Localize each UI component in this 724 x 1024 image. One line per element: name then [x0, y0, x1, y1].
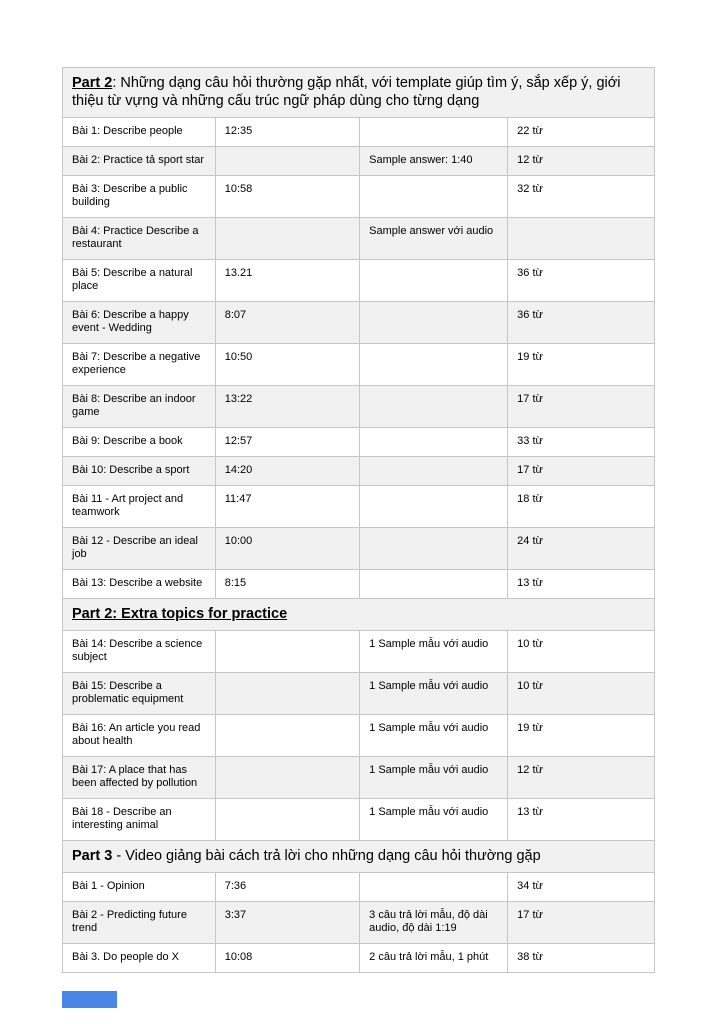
duration-cell — [215, 673, 359, 715]
lesson-title-cell: Bài 11 - Art project and teamwork — [63, 486, 216, 528]
lesson-title-cell: Bài 9: Describe a book — [63, 428, 216, 457]
sample-info-cell: 1 Sample mẫu với audio — [360, 631, 508, 673]
section-header-row — [63, 68, 655, 118]
lesson-title-cell: Bài 1: Describe people — [63, 118, 216, 147]
duration-cell: 10:50 — [215, 344, 359, 386]
table-row — [63, 176, 655, 218]
sample-info-cell — [360, 302, 508, 344]
table-row — [63, 486, 655, 528]
sample-info-cell: 1 Sample mẫu với audio — [360, 715, 508, 757]
section-title-bold: Part 2: Extra topics for practice — [72, 606, 288, 622]
sample-info-cell: 1 Sample mẫu với audio — [360, 673, 508, 715]
section-title-cell — [63, 599, 655, 631]
lesson-title-cell: Bài 18 - Describe an interesting animal — [63, 799, 216, 841]
table-row — [63, 673, 655, 715]
lesson-title-cell: Bài 6: Describe a happy event - Wedding — [63, 302, 216, 344]
table-row — [63, 757, 655, 799]
duration-cell: 3:37 — [215, 902, 359, 944]
table-row — [63, 873, 655, 902]
word-count-cell: 18 từ — [508, 486, 655, 528]
word-count-cell: 19 từ — [508, 344, 655, 386]
sample-info-cell — [360, 118, 508, 147]
lesson-title-cell: Bài 16: An article you read about health — [63, 715, 216, 757]
section-title-bold: Part 3 — [72, 848, 113, 864]
duration-cell — [215, 715, 359, 757]
word-count-cell: 32 từ — [508, 176, 655, 218]
table-row — [63, 799, 655, 841]
table-row — [63, 428, 655, 457]
table-row — [63, 118, 655, 147]
sample-info-cell: Sample answer: 1:40 — [360, 147, 508, 176]
lesson-title-cell: Bài 12 - Describe an ideal job — [63, 528, 216, 570]
sample-info-cell: 2 câu trả lời mẫu, 1 phút — [360, 944, 508, 973]
table-row — [63, 344, 655, 386]
sample-info-cell: 1 Sample mẫu với audio — [360, 799, 508, 841]
duration-cell — [215, 147, 359, 176]
word-count-cell: 36 từ — [508, 302, 655, 344]
duration-cell: 8:15 — [215, 570, 359, 599]
sample-info-cell: 1 Sample mẫu với audio — [360, 757, 508, 799]
section-title-rest: - Video giảng bài cách trả lời cho những dạng câu hỏi thường gặp — [112, 848, 541, 864]
duration-cell — [215, 757, 359, 799]
word-count-cell: 12 từ — [508, 757, 655, 799]
section-header-row — [63, 841, 655, 873]
sample-info-cell: Sample answer với audio — [360, 218, 508, 260]
word-count-cell: 17 từ — [508, 457, 655, 486]
duration-cell: 13:22 — [215, 386, 359, 428]
sample-info-cell — [360, 873, 508, 902]
lesson-title-cell: Bài 8: Describe an indoor game — [63, 386, 216, 428]
lesson-title-cell: Bài 2 - Predicting future trend — [63, 902, 216, 944]
sample-info-cell — [360, 176, 508, 218]
section-title-bold: Part 2 — [72, 75, 113, 91]
duration-cell: 12:35 — [215, 118, 359, 147]
sample-info-cell — [360, 428, 508, 457]
lesson-title-cell: Bài 14: Describe a science subject — [63, 631, 216, 673]
table-row — [63, 715, 655, 757]
word-count-cell: 12 từ — [508, 147, 655, 176]
word-count-cell: 13 từ — [508, 570, 655, 599]
word-count-cell — [508, 218, 655, 260]
section-header-row — [63, 599, 655, 631]
course-contents-body — [63, 68, 655, 973]
sample-info-cell: 3 câu trả lời mẫu, độ dài audio, độ dài 1:19 — [360, 902, 508, 944]
blue-bar — [62, 991, 117, 1008]
table-row — [63, 944, 655, 973]
duration-cell: 13.21 — [215, 260, 359, 302]
duration-cell: 10:08 — [215, 944, 359, 973]
lesson-title-cell: Bài 5: Describe a natural place — [63, 260, 216, 302]
sample-info-cell — [360, 386, 508, 428]
table-row — [63, 302, 655, 344]
word-count-cell: 13 từ — [508, 799, 655, 841]
word-count-cell: 38 từ — [508, 944, 655, 973]
word-count-cell: 33 từ — [508, 428, 655, 457]
lesson-title-cell: Bài 2: Practice tả sport star — [63, 147, 216, 176]
word-count-cell: 17 từ — [508, 386, 655, 428]
table-row — [63, 570, 655, 599]
lesson-title-cell: Bài 7: Describe a negative experience — [63, 344, 216, 386]
sample-info-cell — [360, 457, 508, 486]
lesson-title-cell: Bài 4: Practice Describe a restaurant — [63, 218, 216, 260]
section-title-cell — [63, 68, 655, 118]
duration-cell — [215, 631, 359, 673]
sample-info-cell — [360, 486, 508, 528]
word-count-cell: 17 từ — [508, 902, 655, 944]
duration-cell: 10:58 — [215, 176, 359, 218]
word-count-cell: 10 từ — [508, 673, 655, 715]
word-count-cell: 19 từ — [508, 715, 655, 757]
table-row — [63, 902, 655, 944]
table-row — [63, 631, 655, 673]
duration-cell: 8:07 — [215, 302, 359, 344]
sample-info-cell — [360, 344, 508, 386]
table-row — [63, 386, 655, 428]
lesson-title-cell: Bài 17: A place that has been affected by pollution — [63, 757, 216, 799]
section-title-rest: : Những dạng câu hỏi thường gặp nhất, với template giúp tìm ý, sắp xếp ý, giới thiệu từ vựng và những cấu trúc ngữ pháp dùng cho từng dạng — [72, 75, 621, 109]
duration-cell: 7:36 — [215, 873, 359, 902]
duration-cell: 12:57 — [215, 428, 359, 457]
course-contents-table — [62, 67, 655, 973]
sample-info-cell — [360, 260, 508, 302]
table-row — [63, 218, 655, 260]
sample-info-cell — [360, 528, 508, 570]
duration-cell — [215, 799, 359, 841]
table-row — [63, 457, 655, 486]
section-title-cell — [63, 841, 655, 873]
duration-cell — [215, 218, 359, 260]
duration-cell: 10:00 — [215, 528, 359, 570]
lesson-title-cell: Bài 1 - Opinion — [63, 873, 216, 902]
word-count-cell: 24 từ — [508, 528, 655, 570]
lesson-title-cell: Bài 13: Describe a website — [63, 570, 216, 599]
table-row — [63, 528, 655, 570]
lesson-title-cell: Bài 3. Do people do X — [63, 944, 216, 973]
duration-cell: 11:47 — [215, 486, 359, 528]
duration-cell: 14:20 — [215, 457, 359, 486]
table-row — [63, 147, 655, 176]
sample-info-cell — [360, 570, 508, 599]
lesson-title-cell: Bài 15: Describe a problematic equipment — [63, 673, 216, 715]
word-count-cell: 36 từ — [508, 260, 655, 302]
word-count-cell: 22 từ — [508, 118, 655, 147]
lesson-title-cell: Bài 10: Describe a sport — [63, 457, 216, 486]
table-row — [63, 260, 655, 302]
word-count-cell: 10 từ — [508, 631, 655, 673]
lesson-title-cell: Bài 3: Describe a public building — [63, 176, 216, 218]
word-count-cell: 34 từ — [508, 873, 655, 902]
